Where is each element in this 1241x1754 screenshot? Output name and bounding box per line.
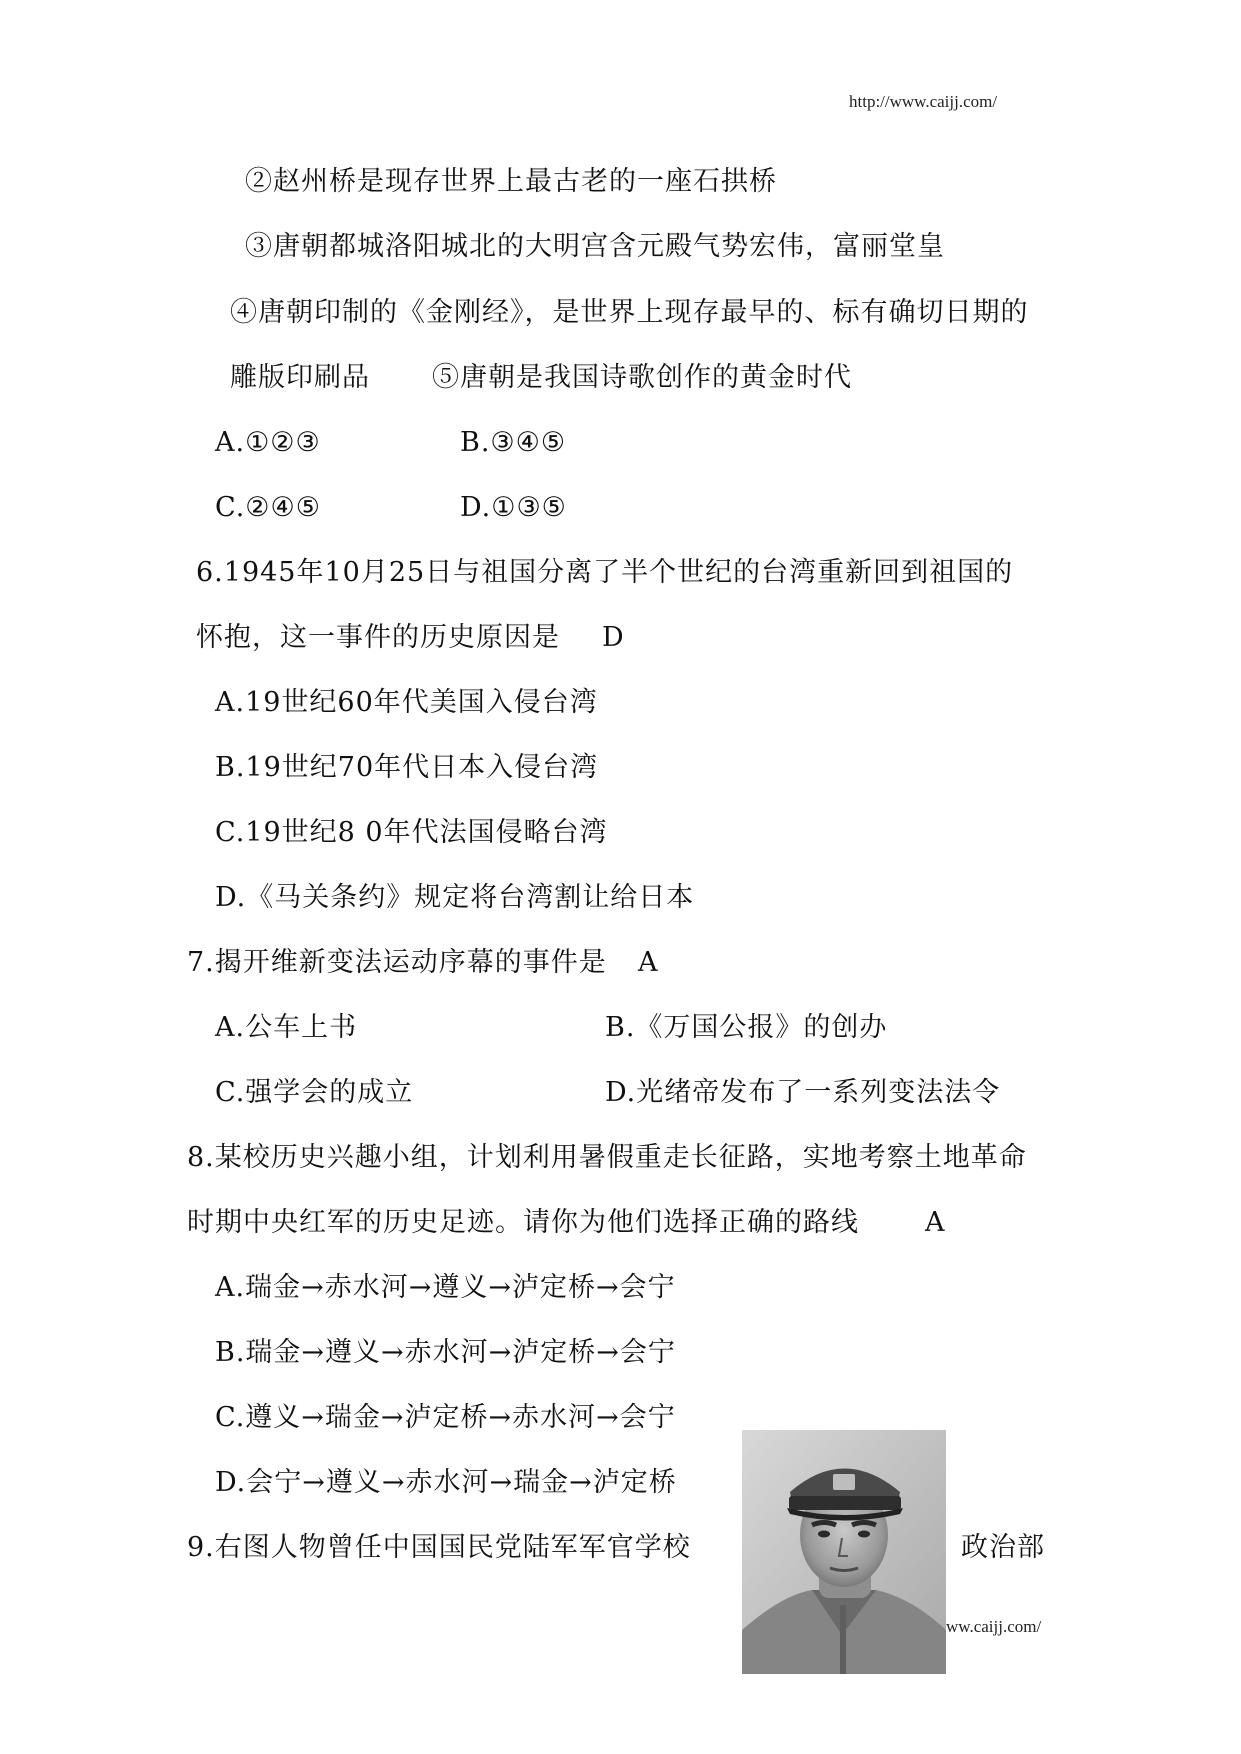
q7-option-a: A.公车上书 bbox=[215, 1012, 358, 1043]
q8-option-a: A.瑞金→赤水河→遵义→泸定桥→会宁 bbox=[215, 1272, 676, 1303]
q6-stem-line2: 怀抱，这一事件的历史原因是 bbox=[196, 622, 560, 653]
q6-stem-line1: 6.1945年10月25日与祖国分离了半个世纪的台湾重新回到祖国的 bbox=[196, 557, 1014, 588]
q8-option-d: D.会宁→遵义→赤水河→瑞金→泸定桥 bbox=[215, 1467, 677, 1498]
q6-answer: D bbox=[602, 622, 625, 653]
q5-option-a: A.①②③ bbox=[215, 427, 321, 458]
historical-portrait-photo bbox=[742, 1430, 946, 1674]
q7-answer: A bbox=[638, 947, 659, 978]
q5-item-5: ⑤唐朝是我国诗歌创作的黄金时代 bbox=[432, 362, 852, 393]
q5-item-3: ③唐朝都城洛阳城北的大明宫含元殿气势宏伟，富丽堂皇 bbox=[245, 231, 945, 262]
q7-option-c: C.强学会的成立 bbox=[215, 1077, 414, 1108]
q8-option-c: C.遵义→瑞金→泸定桥→赤水河→会宁 bbox=[215, 1402, 676, 1433]
q8-stem-line2: 时期中央红军的历史足迹。请你为他们选择正确的路线 bbox=[187, 1207, 859, 1238]
q7-option-b: B.《万国公报》的创办 bbox=[605, 1012, 888, 1043]
q5-item-2: ②赵州桥是现存世界上最古老的一座石拱桥 bbox=[245, 166, 777, 197]
q6-option-b: B.19世纪70年代日本入侵台湾 bbox=[215, 752, 599, 783]
q5-option-c: C.②④⑤ bbox=[215, 492, 321, 523]
q8-stem-line1: 8.某校历史兴趣小组，计划利用暑假重走长征路，实地考察土地革命 bbox=[187, 1142, 1027, 1173]
q8-answer: A bbox=[925, 1207, 946, 1238]
q9-stem: 9.右图人物曾任中国国民党陆军军官学校 bbox=[187, 1532, 691, 1563]
q7-stem: 7.揭开维新变法运动序幕的事件是 bbox=[187, 947, 607, 978]
portrait-image bbox=[742, 1430, 946, 1674]
page-header-url: http://www.caijj.com/ bbox=[849, 92, 998, 111]
q6-option-c: C.19世纪8 0年代法国侵略台湾 bbox=[215, 817, 608, 848]
q6-option-d: D.《马关条约》规定将台湾割让给日本 bbox=[215, 882, 695, 913]
q5-option-b: B.③④⑤ bbox=[460, 427, 567, 458]
q5-item-4-line2: 雕版印刷品 bbox=[230, 362, 370, 393]
q5-option-d: D.①③⑤ bbox=[460, 492, 567, 523]
q9-stem-tail: 政治部 bbox=[961, 1532, 1045, 1563]
q7-option-d: D.光绪帝发布了一系列变法法令 bbox=[605, 1077, 1001, 1108]
footer-url-fragment: ww.caijj.com/ bbox=[946, 1617, 1042, 1636]
q8-option-b: B.瑞金→遵义→赤水河→泸定桥→会宁 bbox=[215, 1337, 676, 1368]
q5-item-4-line1: ④唐朝印制的《金刚经》，是世界上现存最早的、标有确切日期的 bbox=[230, 297, 1029, 328]
q6-option-a: A.19世纪60年代美国入侵台湾 bbox=[215, 687, 598, 718]
